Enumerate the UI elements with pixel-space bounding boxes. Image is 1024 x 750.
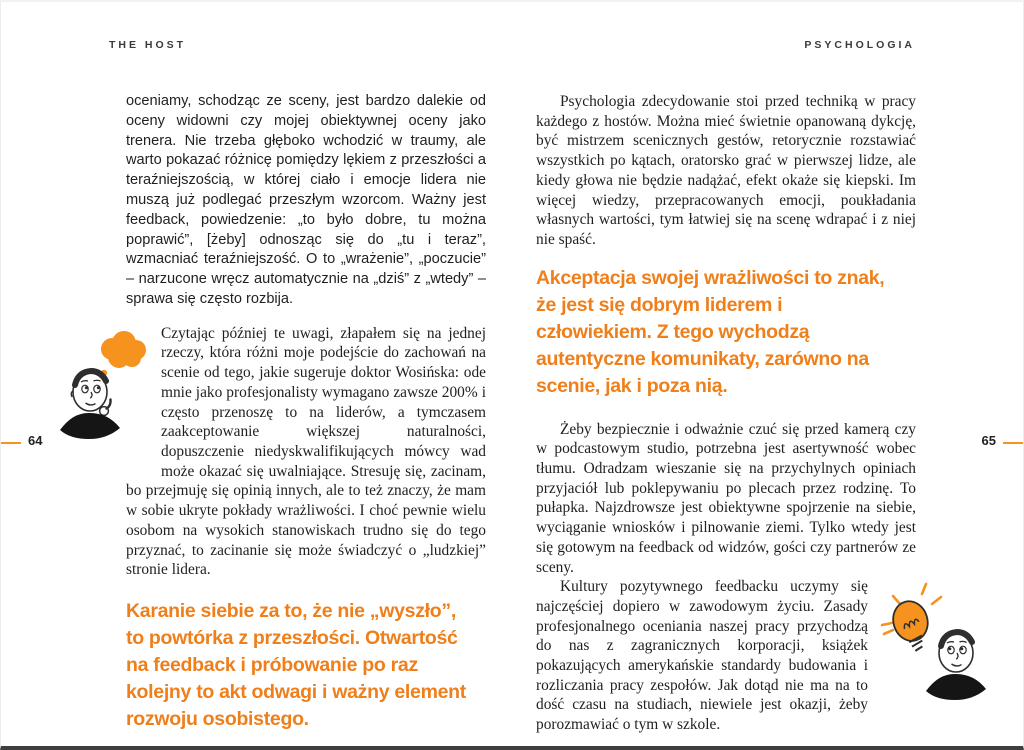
idea-illustration: [878, 579, 996, 707]
left-page-reflection-paragraph: [126, 324, 486, 580]
right-page-text-column: [536, 92, 916, 735]
right-page-margin-rule: [1003, 442, 1023, 444]
left-page-reflection-text: Czytając później te uwagi, złapałem się na jednej rzeczy, która różni moje podejście do zachowań na scenie od tego, jakie sugeruje doktor Wosińska: ode mnie jako profesjonalisty wymagano zawsze 200% i często przenoszę to na liderów, a tymczasem zaakceptowanie większej naturalności, dopuszczenie niedyskwalifikujących mówcy wad może okazać się uwalniające. Stresuję się, zacinam, bo przejmuję się opinią innych, ale to też znaczy, że mam w sobie ukryte pokłady wrażliwości. I choć pewnie wielu osobom na wysokich stanowiskach trudno się do tego przyznać, to zacinanie się może świadczyć o „ludzkiej” stronie lidera.: [126, 324, 486, 579]
running-head-book-title: THE HOST: [109, 39, 187, 51]
right-page-pull-quote: Akceptacja swojej wrażliwości to znak, że jest się dobrym liderem i człowiekiem. Z tego wychodzą autentyczne komunikaty, zarówno na scenie, jak i poza nią.: [536, 266, 885, 397]
left-page-pull-quote: Karanie siebie za to, że nie „wyszło”, to powtórka z przeszłości. Otwartość na feedback i próbowanie po raz kolejny to akt odwagi i ważny element rozwoju osobistego.: [126, 599, 466, 730]
running-head-chapter-title: PSYCHOLOGIA: [804, 39, 915, 51]
right-page-paragraph-3-text: Kultury pozytywnego feedbacku uczymy się najczęściej dopiero w zawodowym życiu. Zasady profesjonalnego oceniania naszej pracy przychodzą do nas z zagranicznych korporacji, książek pokazujących amerykańskie standardy budowania i rozliczania pracy zespołów. Jak dotąd nie ma na to dość czasu na studiach, niewiele jest okazji, żeby porozmawiać o tym w szkole.: [536, 578, 868, 734]
thought-bubble-man-icon: [56, 324, 148, 440]
left-page-number: 64: [28, 433, 43, 448]
right-page-paragraph-2: Żeby bezpiecznie i odważnie czuć się przed kamerą czy w podcastowym studio, potrzebna jest asertywność wobec tłumu. Odradzam wieszanie się na przychylnych opiniach przyjaciół lub poklepywaniu po plecach przez rodzinę. To pułapka. Najzdrowsze jest obiektywne spojrzenie na siebie, wyciąganie wniosków i pilnowanie ziemi. Tylko wtedy jest się gotowym na feedback od widzów, gości czy partnerów ze sceny.: [536, 420, 916, 576]
left-page-text-column: [126, 92, 486, 733]
lightbulb-man-icon: [878, 579, 996, 705]
right-page-paragraph-3: [536, 577, 916, 735]
left-page-margin-rule: [1, 442, 21, 444]
left-page-quote-paragraph: oceniamy, schodząc ze sceny, jest bardzo dalekie od oceny widowni czy mojej obiektywnej oceny jako trenera. Nie trzeba głęboko wchodzić w traumy, ale warto pokazać różnicę pomiędzy lękiem z przeszłości a teraźniejszością, w której ciało i emocje lidera nie muszą już podlegać przeszłym wzorcom. Ważny jest feedback, powiedzenie: „to było dobre, tu można poprawić”, [żeby] odnosząc się do „tu i teraz”, wzmacniać teraźniejszość. O to „wrażenie”, „poczucie” – narzucone wręcz automatycznie na „dziś” z „wtedy” – sprawa się często rozbija.: [126, 93, 486, 307]
right-page-number: 65: [981, 433, 996, 448]
right-page-paragraph-1: Psychologia zdecydowanie stoi przed techniką w pracy każdego z hostów. Można mieć świetnie opanowaną dykcję, być mistrzem scenicznych gestów, retorycznie rozstawiać wszystkich po kątach, oratorsko grać w pierwszej lidze, ale kiedy głowa nie będzie nadążać, efekt okaże się kiepski. Im więcej wiedzy, przepracowanych emocji, poukładania własnych wartości, tym łatwiej się na scenę wdrapać i z niej nie spaść.: [536, 93, 916, 248]
thinker-illustration: [56, 324, 148, 462]
